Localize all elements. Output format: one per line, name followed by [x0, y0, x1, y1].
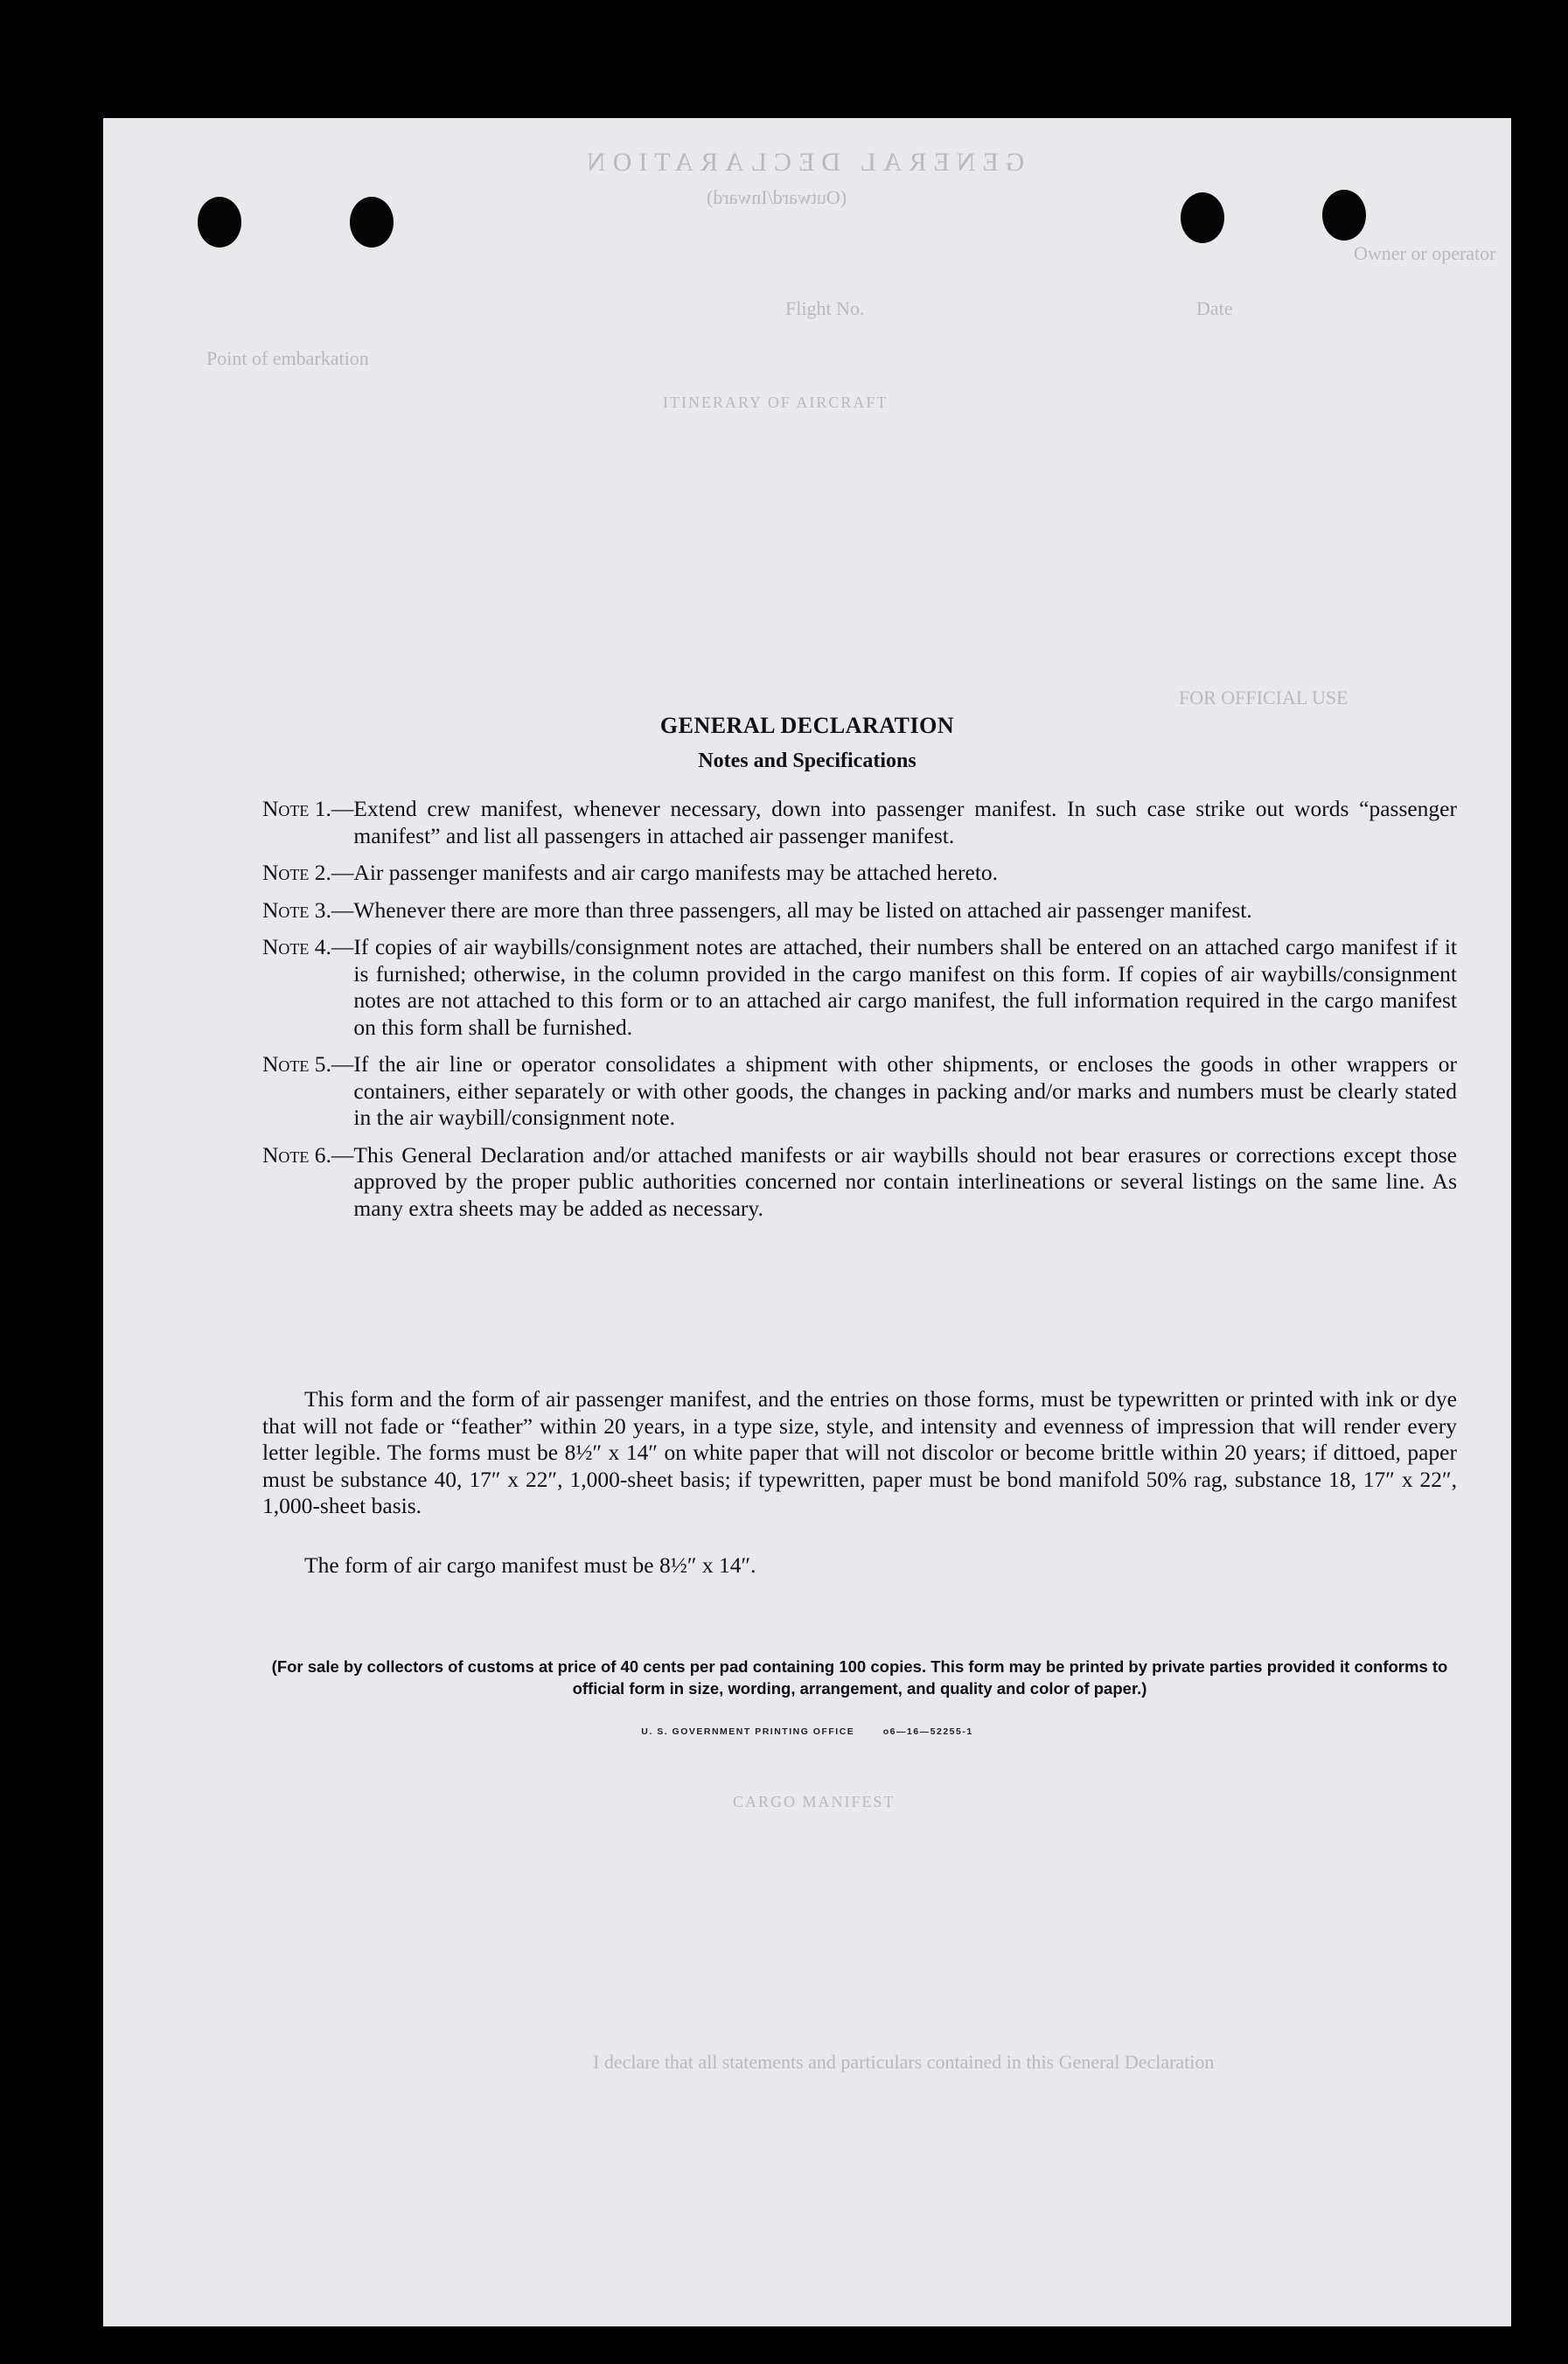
- note-text: If copies of air waybills/consignment notes are attached, their numbers shall be entered on an attached cargo manifest if it is furnished; otherwise, in the column provided in the cargo manifest on this form. If copies of air waybills/consignment notes are not attached to this form or to an attached air cargo manifest, the full information required in the cargo manifest on this form shall be furnished.: [353, 934, 1457, 1040]
- punch-hole-3: [1181, 192, 1224, 243]
- bleed-itinerary: ITINERARY OF AIRCRAFT: [663, 394, 889, 411]
- document-title: GENERAL DECLARATION: [659, 713, 955, 738]
- note-text: This General Declaration and/or attached manifests or air waybills should not bear erasures or corrections except those approved by the proper public authorities concerned nor contain interlineations or several listings on the same line. As many extra sheets may be added as necessary.: [353, 1141, 1457, 1221]
- note-3: [262, 897, 1457, 924]
- bleed-official: FOR OFFICIAL USE: [1179, 687, 1348, 708]
- bleed-flight: Flight No.: [785, 297, 865, 319]
- note-1: [262, 796, 1457, 849]
- punch-hole-2: [350, 197, 394, 248]
- note-text: Extend crew manifest, whenever necessary, down into passenger manifest. In such case strike out words “passenger manifest” and list all passengers in attached air passenger manifest.: [353, 796, 1457, 848]
- document-page: [103, 118, 1511, 2326]
- note-label: Note 2.—: [262, 860, 354, 885]
- bleed-point: Point of embarkation: [206, 347, 369, 369]
- cargo-form-size: The form of air cargo manifest must be 8½″ x 14″.: [304, 1552, 756, 1578]
- punch-hole-1: [198, 197, 241, 248]
- specification-paragraph: This form and the form of air passenger manifest, and the entries on those forms, must be typewritten or printed with ink or dye that will not fade or “feather” within 20 years, in a type size, style, and intensity and evenness of impression that will render every letter legible. The forms must be 8½″ x 14″ on white paper that will not discolor or become brittle within 20 years; if dittoed, paper must be substance 40, 17″ x 22″, 1,000-sheet basis; if typewritten, paper must be bond manifold 50% rag, substance 18, 17″ x 22″, 1,000-sheet basis.: [262, 1386, 1457, 1518]
- note-2: [262, 860, 1457, 887]
- note-label: Note 6.—: [262, 1141, 354, 1168]
- note-text: Air passenger manifests and air cargo manifests may be attached hereto.: [353, 860, 999, 885]
- note-label: Note 1.—: [262, 796, 354, 821]
- note-5: [262, 1051, 1457, 1132]
- bleed-date: Date: [1196, 297, 1233, 319]
- printer-name: U. S. GOVERNMENT PRINTING OFFICE: [641, 1726, 855, 1737]
- document-subtitle: Notes and Specifications: [698, 750, 916, 772]
- note-4: [262, 934, 1457, 1041]
- note-label: Note 5.—: [262, 1051, 354, 1077]
- note-label: Note 4.—: [262, 934, 354, 959]
- bleed-declare: I declare that all statements and particulars contained in this General Declaration: [593, 2051, 1215, 2073]
- note-text: If the air line or operator consolidates a shipment with other shipments, or encloses the goods in other wrappers or containers, either separately or with other goods, the changes in packing and/or marks and numbers must be clearly stated in the air waybill/consignment note.: [353, 1051, 1457, 1130]
- bleed-heading: GENERAL DECLARATION: [580, 148, 1025, 177]
- note-label: Note 3.—: [262, 896, 354, 923]
- bleed-cargo: CARGO MANIFEST: [733, 1793, 896, 1810]
- note-6: [262, 1142, 1457, 1223]
- bleed-owner: Owner or operator: [1354, 242, 1496, 264]
- note-text: Whenever there are more than three passengers, all may be listed on attached air passenger manifest.: [353, 896, 1252, 923]
- sale-notice: (For sale by collectors of customs at price of 40 cents per pad containing 100 copies. This form may be printed by private parties provided it conforms to official form in size, wording, arrangement, and quality and color of paper.): [271, 1657, 1448, 1698]
- printer-code: o6—16—52255-1: [882, 1726, 973, 1737]
- bleed-sub: (Outward/Inward): [707, 186, 847, 208]
- notes-list: [262, 796, 1457, 1232]
- printer-line: [103, 1726, 1511, 1737]
- punch-hole-4: [1322, 190, 1366, 241]
